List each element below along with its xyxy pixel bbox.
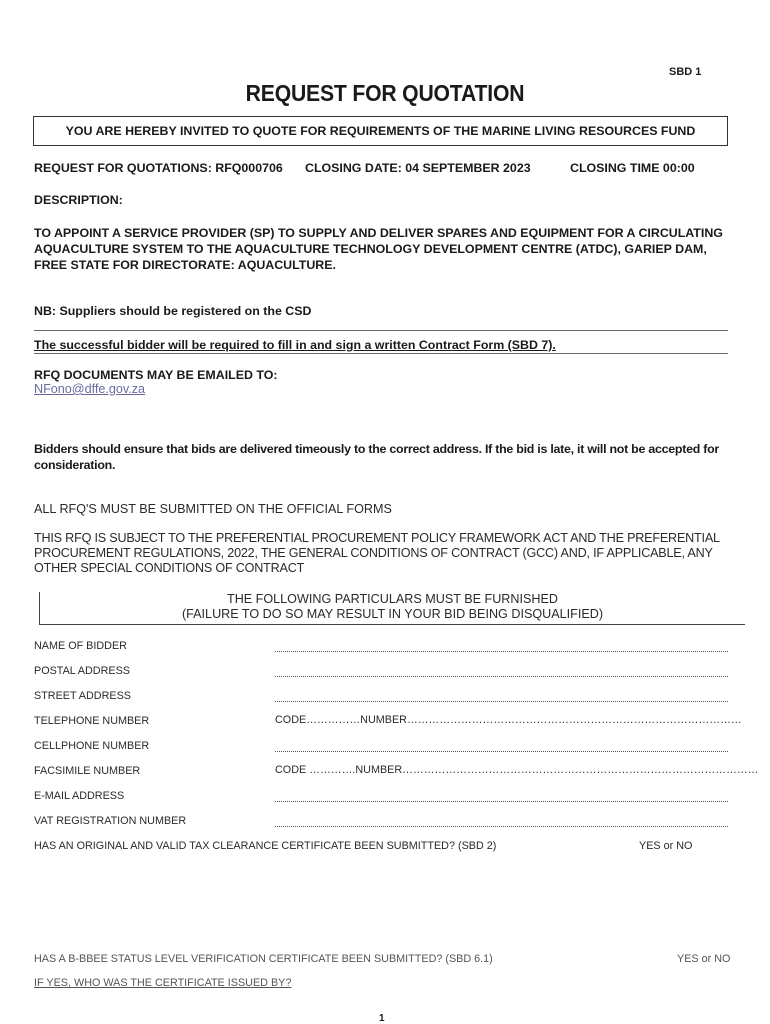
facsimile-number-field[interactable]: CODE ………….NUMBER………………………………………………………………………………………: [275, 764, 759, 776]
invitation-box: [33, 116, 728, 146]
form-code: SBD 1: [669, 66, 702, 78]
particulars-line-1: THE FOLLOWING PARTICULARS MUST BE FURNISHED: [227, 592, 558, 606]
divider-bottom: [34, 353, 728, 354]
official-forms-note: ALL RFQ'S MUST BE SUBMITTED ON THE OFFICIAL FORMS: [34, 502, 392, 516]
email-heading: RFQ DOCUMENTS MAY BE EMAILED TO:: [34, 368, 278, 382]
timeliness-note: Bidders should ensure that bids are delivered timeously to the correct address. If the bid is late, it will not be accepted for consideration.: [34, 442, 720, 472]
tax-clearance-answer[interactable]: YES or NO: [639, 840, 693, 852]
email-link[interactable]: NFono@dffe.gov.za: [34, 382, 146, 396]
page-number: 1: [379, 1013, 385, 1024]
bbbee-question: HAS A B-BBEE STATUS LEVEL VERIFICATION CERTIFICATE BEEN SUBMITTED? (SBD 6.1): [34, 953, 493, 965]
vat-number-field[interactable]: [275, 816, 728, 827]
cellphone-number-label: CELLPHONE NUMBER: [34, 740, 150, 752]
page-title: REQUEST FOR QUOTATION: [245, 80, 525, 106]
street-address-label: STREET ADDRESS: [34, 690, 131, 702]
bbbee-answer[interactable]: YES or NO: [677, 953, 731, 965]
particulars-box: [39, 592, 745, 625]
divider-top: [34, 330, 728, 331]
telephone-number-field[interactable]: CODE……………NUMBER…………………………………………………………………………………: [275, 714, 742, 726]
closing-time: CLOSING TIME 00:00: [570, 161, 695, 175]
telephone-number-label: TELEPHONE NUMBER: [34, 715, 150, 727]
rfq-number: REQUEST FOR QUOTATIONS: RFQ000706: [34, 161, 283, 175]
description-text: TO APPOINT A SERVICE PROVIDER (SP) TO SUPPLY AND DELIVER SPARES AND EQUIPMENT FOR A CIRCULATING AQUACULTURE SYSTEM TO THE AQUACULTURE TECHNOLOGY DEVELOPMENT CENTRE (ATDC), GARIEP DAM, FREE STATE FOR DIRECTORATE: AQUACULTURE.: [34, 226, 723, 272]
name-of-bidder-field[interactable]: [275, 641, 728, 652]
email-address-label: E-MAIL ADDRESS: [34, 790, 125, 802]
closing-date: CLOSING DATE: 04 SEPTEMBER 2023: [305, 161, 531, 175]
contract-note: The successful bidder will be required to fill in and sign a written Contract Form (SBD 7).: [34, 338, 556, 352]
tax-clearance-question: HAS AN ORIGINAL AND VALID TAX CLEARANCE CERTIFICATE BEEN SUBMITTED? (SBD 2): [34, 840, 497, 852]
rfq-info-row: [0, 160, 770, 176]
name-of-bidder-label: NAME OF BIDDER: [34, 640, 127, 652]
postal-address-label: POSTAL ADDRESS: [34, 665, 131, 677]
street-address-field[interactable]: [275, 691, 728, 702]
issued-by-question: IF YES, WHO WAS THE CERTIFICATE ISSUED BY?: [34, 977, 292, 989]
postal-address-field[interactable]: [275, 666, 728, 677]
cellphone-number-field[interactable]: [275, 741, 728, 752]
invitation-text: YOU ARE HEREBY INVITED TO QUOTE FOR REQUIREMENTS OF THE MARINE LIVING RESOURCES FUND: [65, 124, 696, 138]
facsimile-number-label: FACSIMILE NUMBER: [34, 765, 141, 777]
particulars-line-2: (FAILURE TO DO SO MAY RESULT IN YOUR BID BEING DISQUALIFIED): [181, 607, 604, 621]
subject-to-note: THIS RFQ IS SUBJECT TO THE PREFERENTIAL PROCUREMENT POLICY FRAMEWORK ACT AND THE PREFERENTIAL PROCUREMENT REGULATIONS, 2022, THE GENERAL CONDITIONS OF CONTRACT (GCC) AND, IF APPLICABLE, ANY OTHER SPECIAL CONDITIONS OF CONTRACT: [34, 531, 720, 575]
email-address-field[interactable]: [275, 791, 728, 802]
csd-note: NB: Suppliers should be registered on the CSD: [34, 304, 312, 318]
description-heading: DESCRIPTION:: [34, 193, 123, 207]
vat-number-label: VAT REGISTRATION NUMBER: [34, 815, 187, 827]
